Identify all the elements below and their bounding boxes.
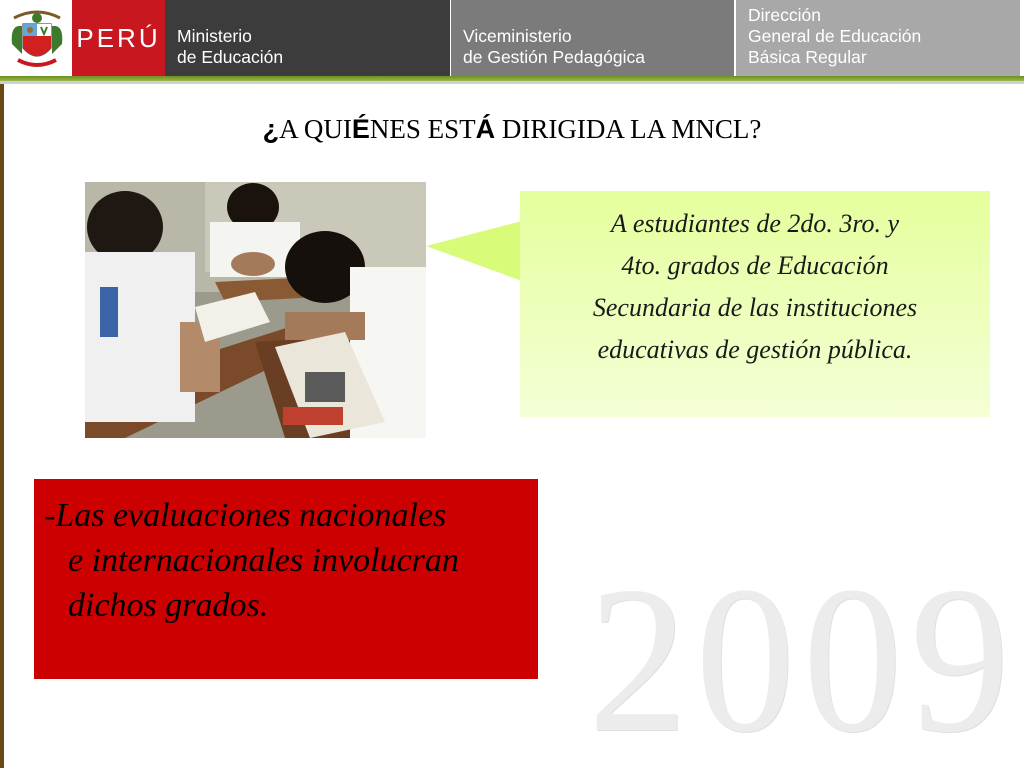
title-part-2: NES EST <box>369 114 476 144</box>
ministry-block <box>165 0 450 76</box>
coat-of-arms-icon <box>8 4 66 74</box>
country-name: PERÚ <box>76 22 161 53</box>
callout-box <box>520 191 990 417</box>
red-note-line-2: e internacionales involucran <box>68 542 459 579</box>
red-note-dash: - <box>44 497 56 534</box>
ministry-line-1: Ministerio <box>177 26 252 46</box>
callout-line: educativas de gestión pública. <box>597 335 913 364</box>
title-question-open: ¿ <box>262 114 280 144</box>
slide-title <box>0 114 1024 145</box>
vice-ministry-line-1: Viceministerio <box>463 26 572 46</box>
callout-line: Secundaria de las instituciones <box>592 293 918 322</box>
red-note-line-3: dichos grados. <box>68 587 269 624</box>
title-accent-1: É <box>351 114 370 144</box>
header-banner <box>0 0 1024 78</box>
direction-line-3: Básica Regular <box>748 47 867 67</box>
title-part-3: DIRIGIDA LA MNCL? <box>495 114 762 144</box>
title-accent-2: Á <box>475 114 496 144</box>
header-gray-rule <box>0 81 1024 84</box>
ministry-line-2: de Educación <box>177 47 284 67</box>
country-block <box>72 0 165 76</box>
callout-pointer <box>426 221 526 281</box>
left-border-rule <box>0 84 4 768</box>
direction-block <box>736 0 1020 76</box>
direction-line-2: General de Educación <box>748 26 922 46</box>
direction-line-1: Dirección <box>748 5 821 25</box>
vice-ministry-line-2: de Gestión Pedagógica <box>463 47 645 67</box>
callout-line: A estudiantes de 2do. 3ro. y <box>610 209 900 238</box>
red-note-text-1: Las evaluaciones nacionales <box>55 497 447 534</box>
year-watermark: 2009 <box>588 544 1018 768</box>
students-reading-photo <box>85 182 426 438</box>
title-part-1: A QUI <box>279 114 352 144</box>
vice-ministry-block <box>451 0 734 76</box>
red-note-line-1 <box>44 493 528 538</box>
crest-area <box>0 0 72 78</box>
photo-illustration <box>85 182 426 438</box>
red-note-box <box>34 479 538 679</box>
callout-line: 4to. grados de Educación <box>621 251 889 280</box>
